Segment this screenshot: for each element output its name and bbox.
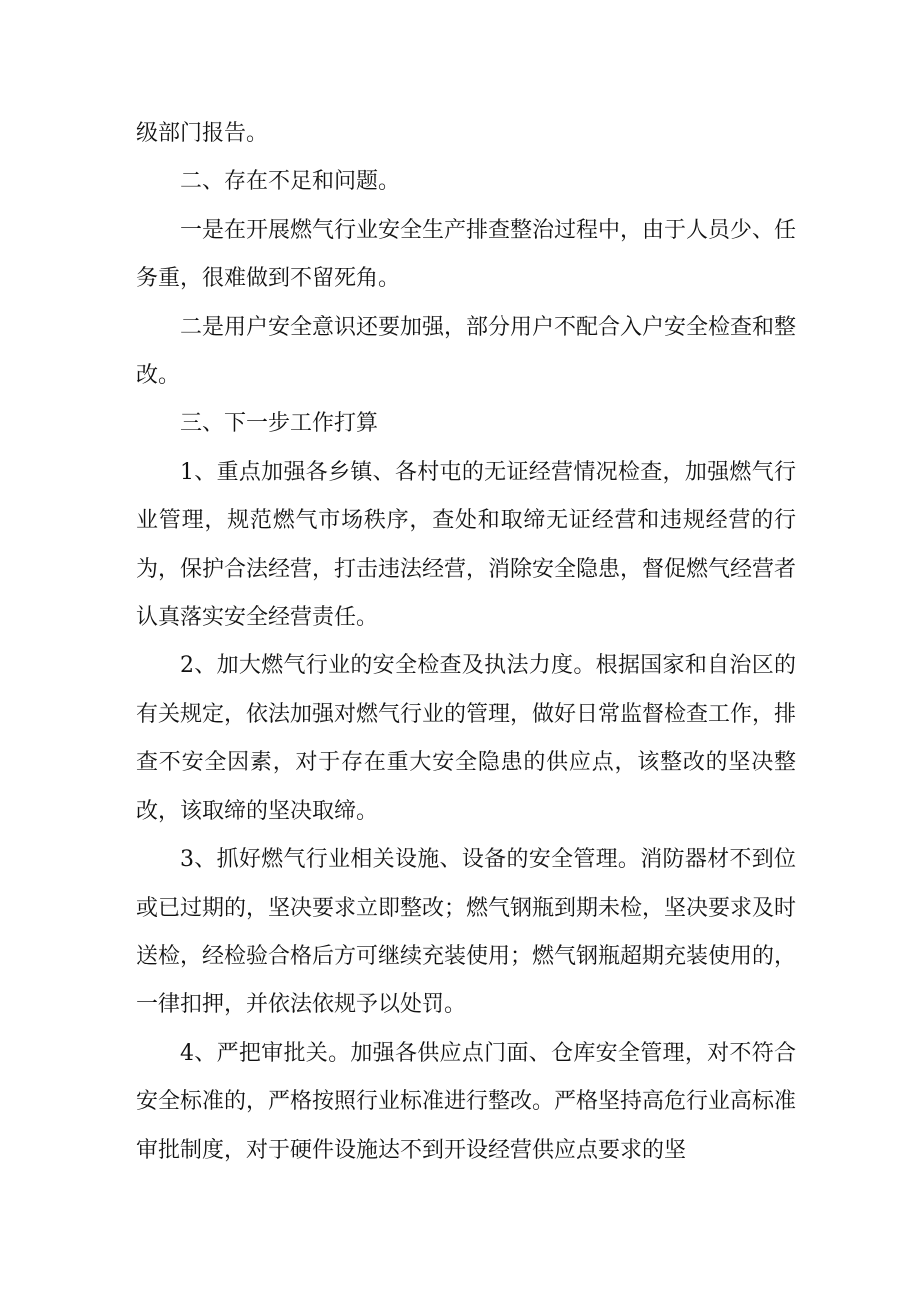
paragraph-problem-1: 一是在开展燃气行业安全生产排查整治过程中，由于人员少、任务重，很难做到不留死角。 xyxy=(136,217,797,292)
paragraph-continuation: 级部门报告。 xyxy=(136,121,269,146)
paragraph-problem-2: 二是用户安全意识还要加强，部分用户不配合入户安全检查和整改。 xyxy=(136,314,797,389)
paragraph-plan-1: 1、重点加强各乡镇、各村屯的无证经营情况检查，加强燃气行业管理，规范燃气市场秩序，查处和取缔无证经营和违规经营的行为，保护合法经营，打击违法经营，消除安全隐患，督促燃气经营者认真落实安全经营责任。 xyxy=(136,459,797,631)
section-heading-problems: 二、存在不足和问题。 xyxy=(180,169,401,195)
paragraph-plan-3: 3、抓好燃气行业相关设施、设备的安全管理。消防器材不到位或已过期的，坚决要求立即整改；燃气钢瓶到期未检，坚决要求及时送检，经检验合格后方可继续充装使用；燃气钢瓶超期充装使用的，一律扣押，并依法依规予以处罚。 xyxy=(136,847,797,1018)
document-body xyxy=(136,110,796,1175)
section-heading-next-steps: 三、下一步工作打算 xyxy=(180,411,379,437)
paragraph-plan-2: 2、加大燃气行业的安全检查及执法力度。根据国家和自治区的有关规定，依法加强对燃气行业的管理，做好日常监督检查工作，排查不安全因素，对于存在重大安全隐患的供应点，该整改的坚决整改，该取缔的坚决取缔。 xyxy=(136,653,797,824)
paragraph-plan-4: 4、严把审批关。加强各供应点门面、仓库安全管理，对不符合安全标准的，严格按照行业标准进行整改。严格坚持高危行业高标准审批制度，对于硬件设施达不到开设经营供应点要求的坚 xyxy=(136,1040,797,1163)
